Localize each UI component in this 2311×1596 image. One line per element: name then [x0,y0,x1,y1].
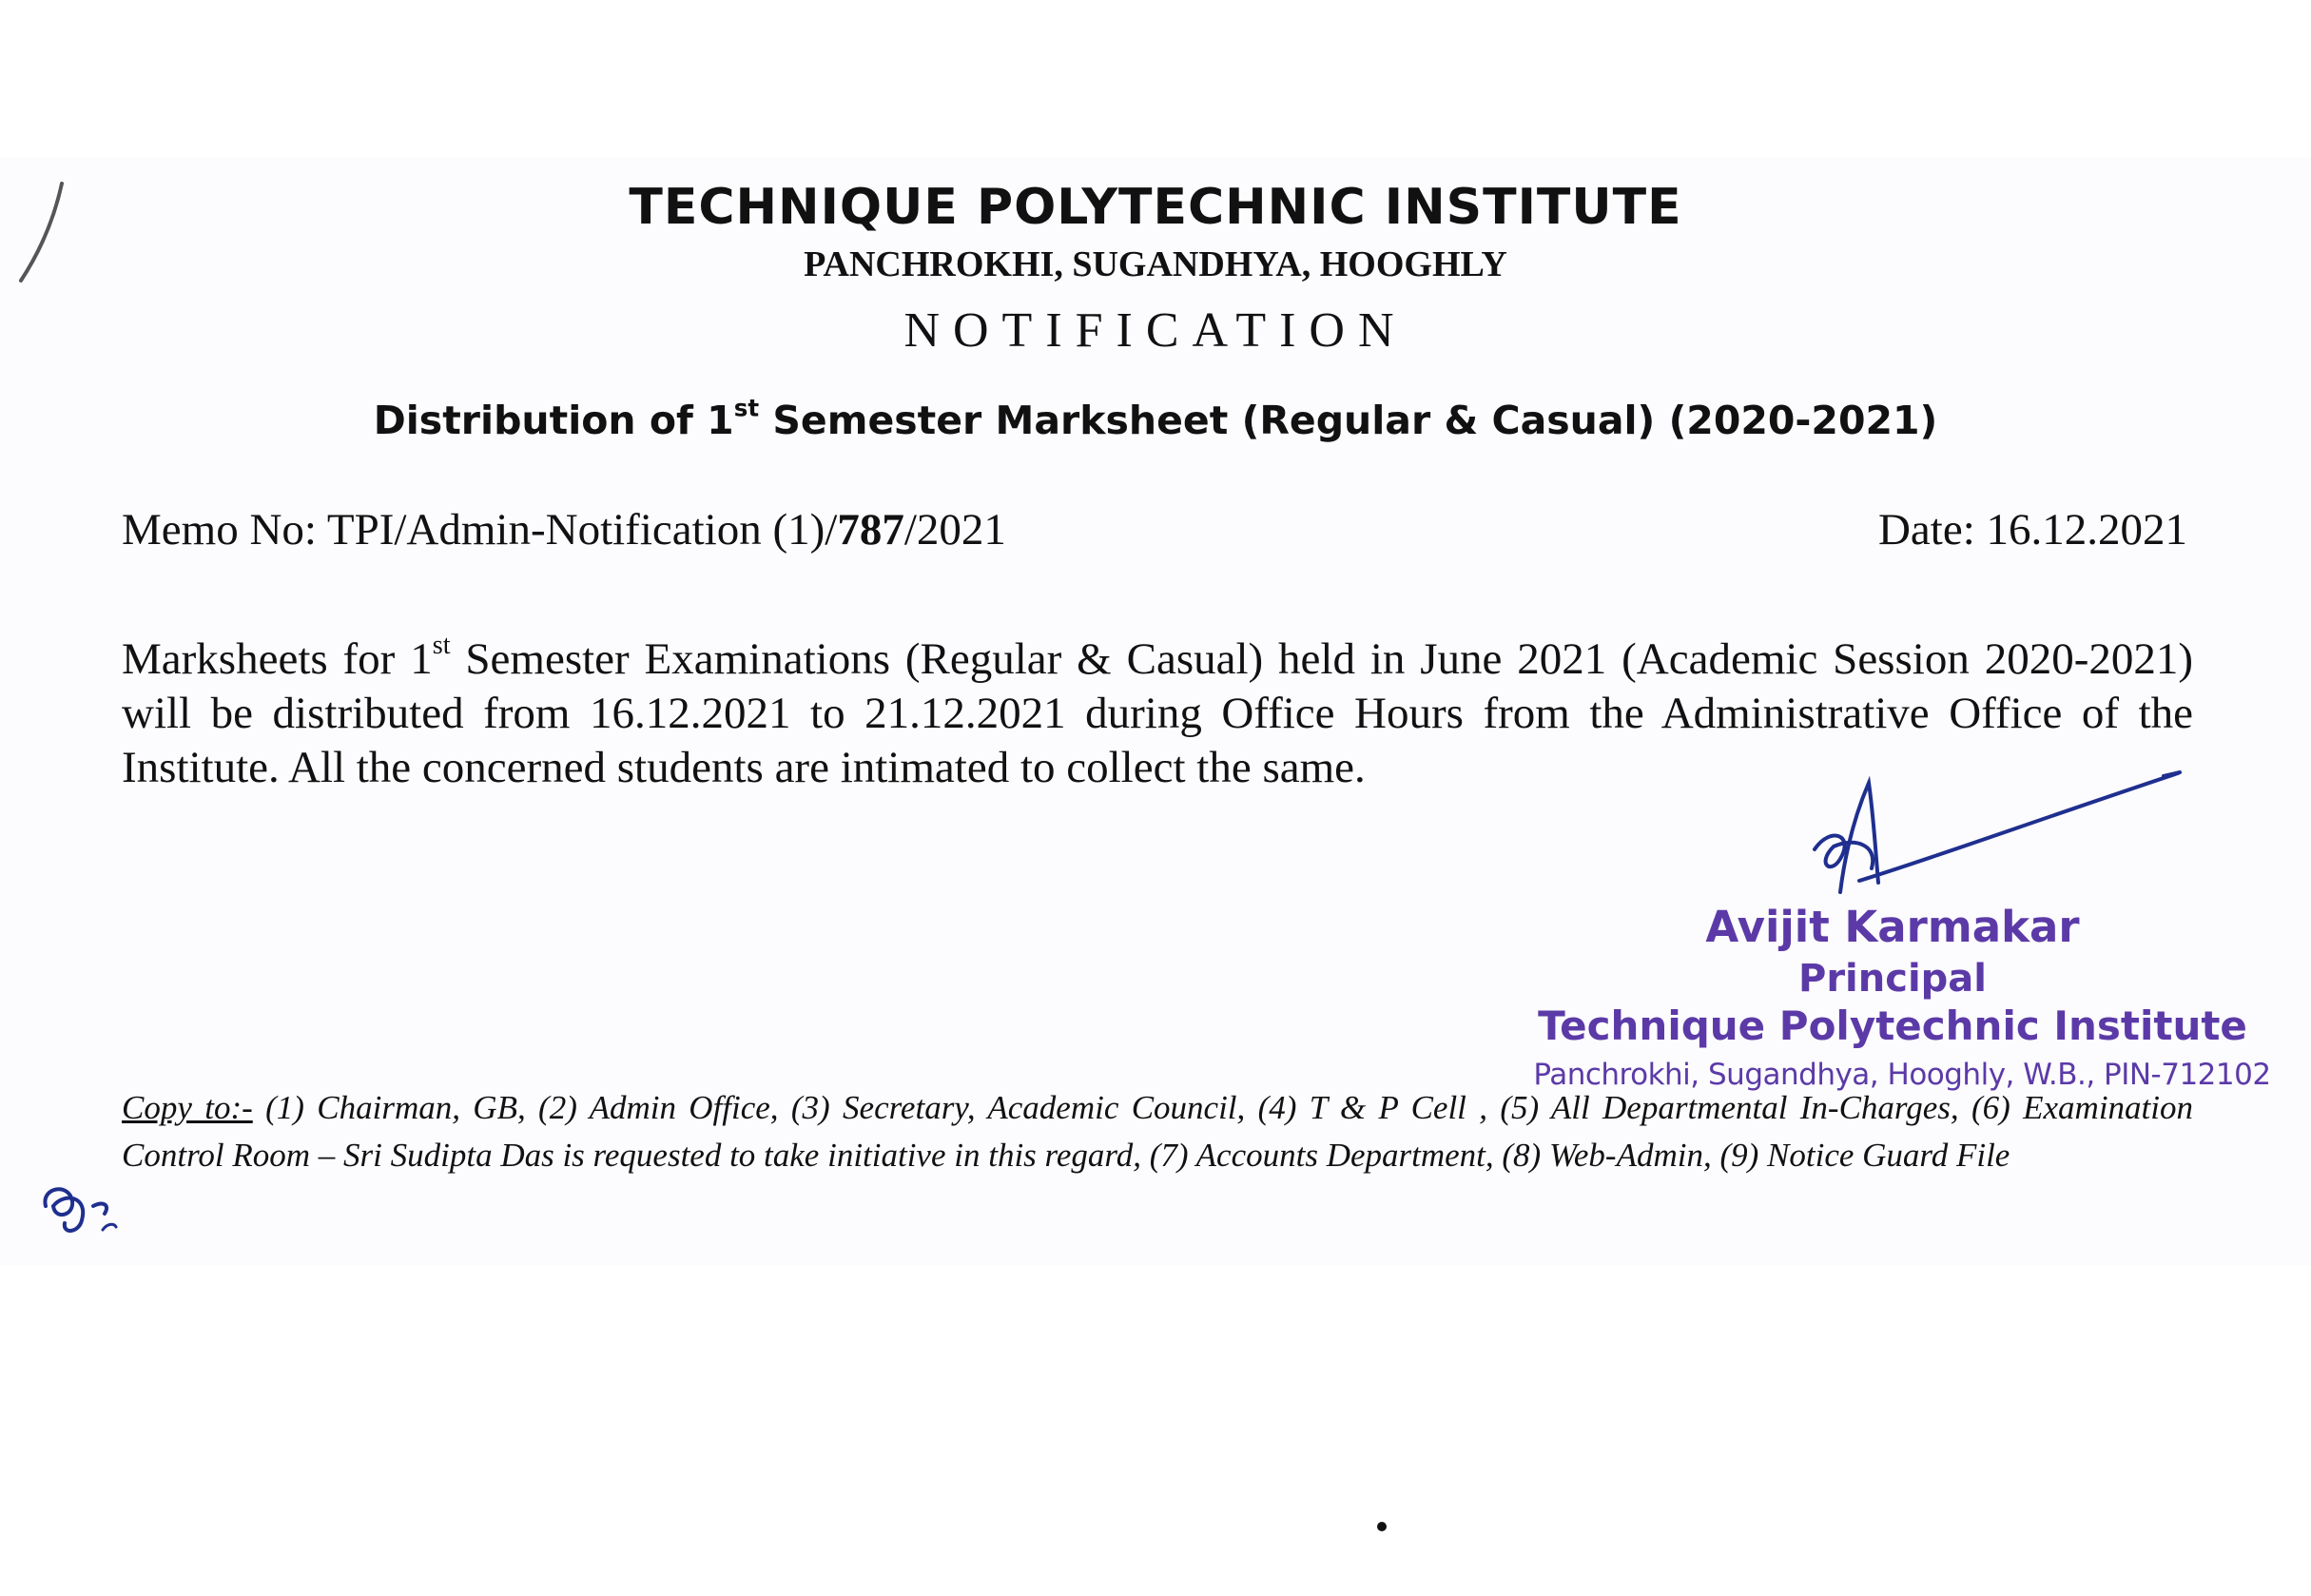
subject-prefix: Distribution of 1 [373,398,734,443]
memo-date: Date: 16.12.2021 [1877,505,2187,555]
stamp-address: Panchrokhi, Sugandhya, Hooghly, W.B., PIN-712102 [1533,1058,2271,1092]
subject-line [0,394,2311,443]
institute-address: PANCHROKHI, SUGANDHYA, HOOGHLY [804,244,1507,284]
memo-number [122,504,1006,555]
stamp-name: Avijit Karmakar [1705,902,2080,952]
body-part1: Marksheets for 1 [122,634,433,684]
copy-to-list [122,1084,2193,1179]
notification-title: NOTIFICATION [903,303,1408,358]
initials-mark [36,1178,122,1244]
stamp-institute: Technique Polytechnic Institute [1538,1002,2247,1049]
memo-suffix: /2021 [903,505,1006,555]
subject-sup: st [733,394,760,422]
principal-signature [1788,769,2187,911]
body-sup: st [432,630,451,660]
stamp-title: Principal [1798,957,1987,1001]
scan-speck [1377,1522,1387,1531]
memo-prefix: Memo No: TPI/Admin-Notification (1)/ [122,505,838,555]
institute-name: TECHNIQUE POLYTECHNIC INSTITUTE [629,179,1682,236]
memo-serial: 787 [837,505,904,555]
copy-to-label: Copy to:- [122,1089,253,1126]
copy-to-text: (1) Chairman, GB, (2) Admin Office, (3) Secretary, Academic Council, (4) T & P Cell , (5) All Departmental In-Charges, (6) Examination Control Room – Sri Sudipta Das is requested to take initiative in this regard, (7) Accounts Department, (8) Web-Admin, (9) Notice Guard File [122,1089,2193,1174]
body-part2: Semester Examinations (Regular & Casual) held in June 2021 (Academic Session 2020-2021) will be distributed from 16.12.2021 to 21.12.2021 during Office Hours from the Administrative Office of the Institute. All the concerned students are intimated to collect the same. [122,634,2193,792]
subject-suffix: Semester Marksheet (Regular & Casual) (2020-2021) [759,398,1938,443]
